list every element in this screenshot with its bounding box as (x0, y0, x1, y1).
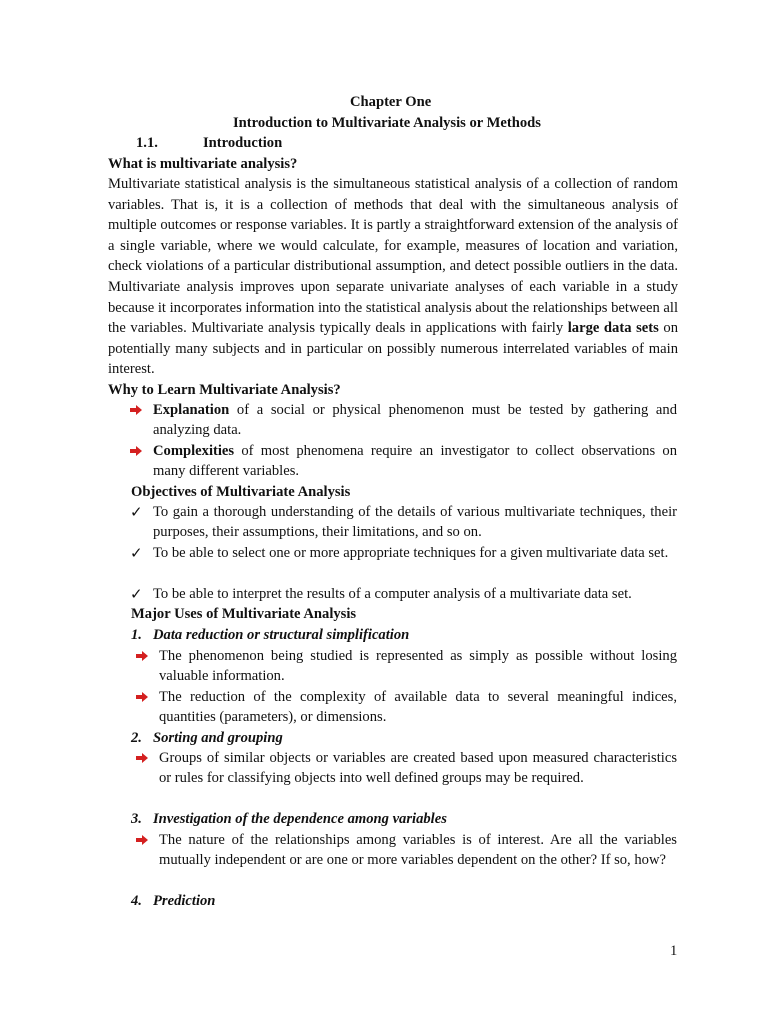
red-arrow-icon (136, 753, 148, 763)
why-item-2-term: Complexities (153, 443, 235, 459)
why-item-2 (153, 441, 677, 482)
red-arrow-icon (136, 692, 148, 702)
objective-2: To be able to select one or more appropriate techniques for a given multivariate data set. (153, 545, 669, 561)
use-4-number: 4. (131, 893, 142, 909)
use-3-number: 3. (131, 811, 142, 827)
use-2-bullet-1: Groups of similar objects or variables are created based upon measured characteristics or rules for classifying objects into well defined groups may be required. (159, 750, 677, 787)
use-1-bullet-1: The phenomenon being studied is represented as simply as possible without losing valuable information. (159, 648, 677, 685)
objectives-heading: Objectives of Multivariate Analysis (131, 484, 351, 500)
why-item-1-text: of a social or physical phenomenon must be tested by gathering and analyzing data. (153, 402, 677, 439)
intro-bold-term: large data sets (567, 320, 659, 337)
objective-1: To gain a thorough understanding of the details of various multivariate techniques, their purposes, their assumptions, their limitations, and so on. (153, 504, 677, 541)
red-arrow-icon (136, 651, 148, 661)
use-1-bullet-2: The reduction of the complexity of available data to several meaningful indices, quantities (parameters), or dimensions. (159, 689, 677, 726)
checkmark-icon: ✓ (130, 503, 143, 521)
use-3-bullet-1: The nature of the relationships among variables is of interest. Are all the variables mutually independent or are one or more variables dependent on the other? If so, how? (159, 832, 677, 869)
checkmark-icon: ✓ (130, 544, 143, 562)
intro-text-2: on potentially many subjects and in particular on possibly numerous interrelated variables of main interest. (108, 320, 678, 378)
checkmark-icon: ✓ (130, 585, 143, 603)
use-1-number: 1. (131, 627, 142, 643)
use-2-number: 2. (131, 730, 142, 746)
section-number: 1.1. (136, 135, 158, 151)
intro-paragraph (108, 174, 678, 380)
why-item-1-term: Explanation (153, 402, 230, 418)
section-title: Introduction (203, 135, 283, 151)
question-heading-1: What is multivariate analysis? (108, 156, 298, 172)
uses-heading: Major Uses of Multivariate Analysis (131, 606, 357, 622)
red-arrow-icon (136, 835, 148, 845)
question-heading-2: Why to Learn Multivariate Analysis? (108, 382, 341, 398)
use-4-title: Prediction (153, 893, 216, 909)
why-item-1 (153, 400, 677, 441)
why-item-2-text: of most phenomena require an investigator to collect observations on many different variables. (153, 443, 677, 480)
chapter-title: Introduction to Multivariate Analysis or Methods (233, 115, 541, 131)
use-2-title: Sorting and grouping (153, 730, 283, 746)
page-number: 1 (670, 943, 678, 959)
use-3-title: Investigation of the dependence among variables (153, 811, 447, 827)
use-1-title: Data reduction or structural simplification (153, 627, 410, 643)
red-arrow-icon (130, 446, 142, 456)
red-arrow-icon (130, 405, 142, 415)
intro-text-1: Multivariate statistical analysis is the simultaneous statistical analysis of a collection of random variables. That is, it is a collection of methods that deal with the simultaneous analysis of multiple outcomes or response variables. It is partly a straightforward extension of the analysis of a single variable, where we would calculate, for example, measures of location and variation, check violations of a particular distributional assumption, and detect possible outliers in the data. Multivariate analysis improves upon separate univariate analyses of each variable in a study because it incorporates information into the statistical analysis about the relationships between all the variables. Multivariate analysis typically deals in applications with fairly (108, 176, 678, 337)
objective-3: To be able to interpret the results of a computer analysis of a multivariate data set. (153, 586, 632, 602)
chapter-heading: Chapter One (350, 94, 432, 110)
